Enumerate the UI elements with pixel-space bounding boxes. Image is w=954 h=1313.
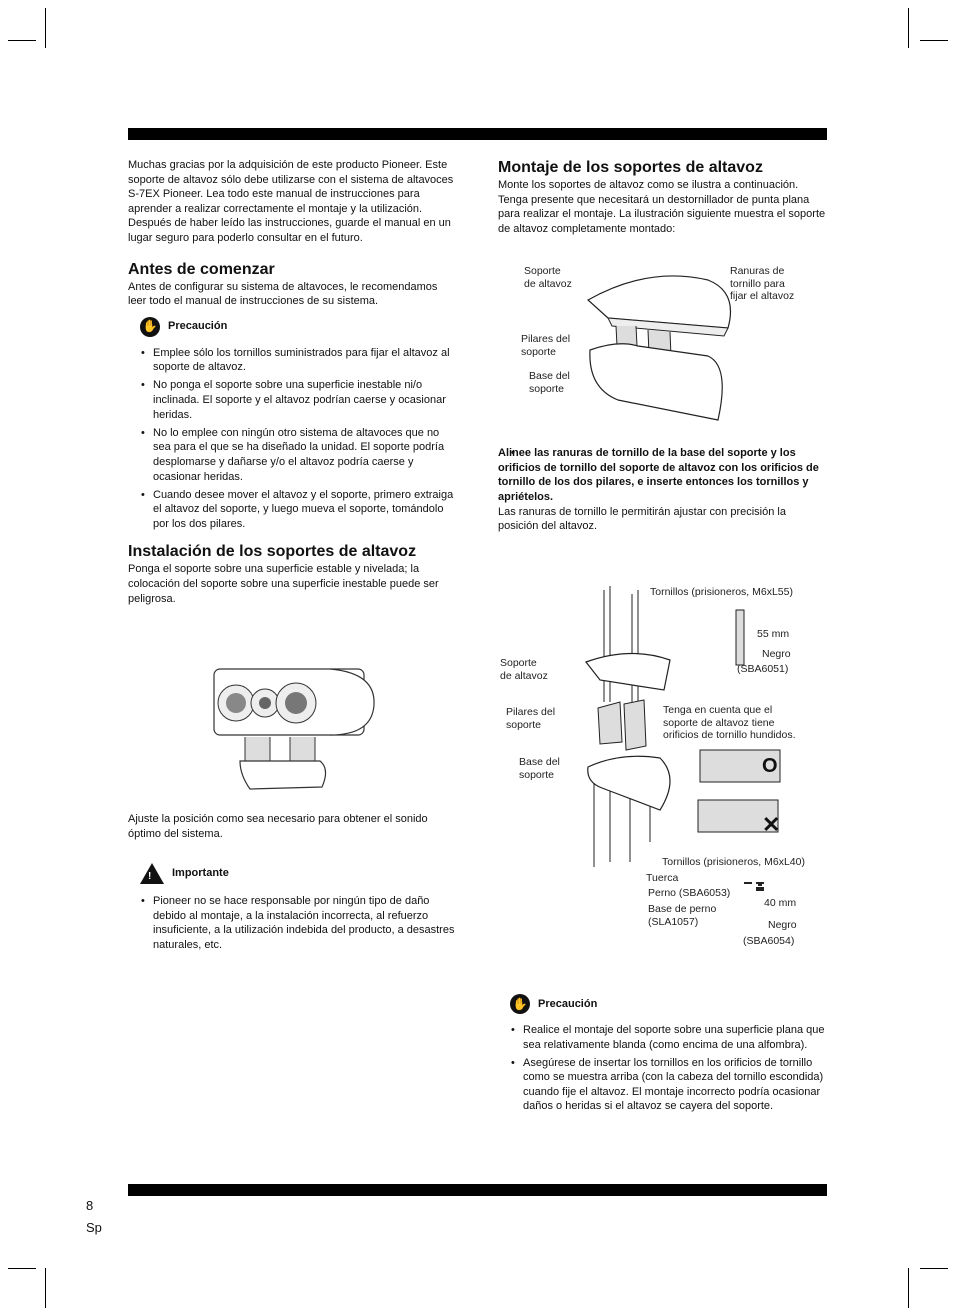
fig2-label-55mm: 55 mm: [757, 628, 790, 640]
hand-icon: ✋: [510, 994, 530, 1014]
assembled-stand-illustration: [578, 270, 738, 425]
caution-list: [498, 1023, 828, 1114]
fig1-label-base: Base del soporte: [529, 370, 570, 395]
crop-mark: [908, 8, 909, 48]
important-list: [128, 894, 458, 952]
fig2-label-perno: Perno (SBA6053): [648, 887, 731, 899]
right-caution: [498, 994, 828, 1118]
caution-heading: [510, 994, 828, 1014]
crop-mark: [920, 1268, 948, 1269]
warning-icon: !: [140, 863, 164, 884]
left-column: [128, 158, 458, 606]
caution-label: Precaución: [538, 997, 598, 1010]
fig2-label-tuerca: Tuerca: [646, 872, 679, 884]
list-item: • Pioneer no se hace responsable por ningún tipo de daño debido al montaje, a la instalación incorrecta, al refuerzo insuficiente, a la utilización indebida del producto, a desastres naturales, etc.: [128, 894, 458, 952]
fig2-label-code2: (SBA6054): [743, 935, 795, 947]
intro-paragraph: Muchas gracias por la adquisición de este producto Pioneer. Este soporte de altavoz sólo debe utilizarse con el sistema de altavoces S-7EX Pioneer. Lea todo este manual de instrucciones para aprender a realizar correctamente el montaje y la utilización. Después de haber leído las instrucciones, guarde el manual en un lugar seguro para poderlo consultar en el futuro.: [128, 159, 454, 244]
caution-list: [128, 346, 458, 532]
list-item: • Realice el montaje del soporte sobre una superficie plana que sea relativamente blanda (como encima de una alfombra).: [498, 1023, 828, 1052]
fig1-label-pilares: Pilares del soporte: [521, 333, 571, 358]
top-rule: [128, 128, 827, 140]
fig2-label-code1: (SBA6051): [737, 663, 789, 675]
list-item: • No lo emplee con ningún otro sistema de altavoces que no sea para el que se ha diseñado la unidad. El soporte podría desplomarse y dañarse y/o el altavoz podría caerse y ocasionar heridas.: [128, 426, 458, 484]
fig2-label-note: Tenga en cuenta que el soporte de altavoz tiene orificios de tornillo hundidos.: [663, 704, 796, 741]
left-column-lower: [128, 812, 458, 956]
list-item: • Asegúrese de insertar los tornillos en los orificios de tornillo como se muestra arriba (con la cabeza del tornillo escondida) cuando fije el altavoz. El montaje incorrecto podría ocasionar daños o heridas si el altavoz se cayera del soporte.: [498, 1056, 828, 1114]
crop-mark: [8, 40, 36, 41]
speaker-on-stand-illustration: [210, 665, 380, 797]
fig1-label-soporte: Soporte de altavoz: [524, 265, 572, 290]
caution-heading: [140, 317, 458, 337]
antes-paragraph: Antes de configurar su sistema de altavoces, le recomendamos leer todo el manual de instrucciones de su sistema.: [128, 280, 438, 308]
crop-mark: [8, 1268, 36, 1269]
fig2-label-base: Base del soporte: [519, 756, 560, 781]
right-column: [498, 158, 828, 236]
step-paragraph: Las ranuras de tornillo le permitirán ajustar con precisión la posición del altavoz.: [498, 505, 786, 533]
caution-label: Precaución: [168, 320, 228, 333]
instalacion-paragraph: Ponga el soporte sobre una superficie estable y nivelada; la colocación del soporte sobre una superficie inestable puede ser peligrosa.: [128, 563, 439, 605]
section-title-antes: Antes de comenzar: [128, 260, 275, 278]
list-item: • Alinee las ranuras de tornillo de la base del soporte y los orificios de tornillo del soporte de altavoz con los orificios de tornillo de los dos pilares, e inserte entonces los tornillos y apriételos.: [498, 446, 828, 504]
incorrect-mark: ✕: [762, 812, 781, 837]
fig2-label-tornillos-bottom: Tornillos (prisioneros, M6xL40): [662, 856, 805, 868]
important-label: Importante: [172, 867, 229, 880]
fig2-label-base-perno: Base de perno (SLA1057): [648, 903, 717, 928]
step-list: [498, 446, 828, 504]
list-item: • Emplee sólo los tornillos suministrados para fijar el altavoz al soporte de altavoz.: [128, 346, 458, 375]
fig2-label-40mm: 40 mm: [764, 897, 797, 909]
fig2-label-negro2: Negro: [768, 919, 797, 931]
hand-icon: ✋: [140, 317, 160, 337]
crop-mark: [908, 1268, 909, 1308]
important-heading: [140, 863, 458, 884]
list-item: • No ponga el soporte sobre una superficie inestable ni/o inclinada. El soporte y el altavoz podrían caerse y ocasionar heridas.: [128, 378, 458, 422]
section-title-instalacion: Instalación de los soportes de altavoz: [128, 543, 417, 561]
montaje-paragraph: Monte los soportes de altavoz como se ilustra a continuación. Tenga presente que necesitará un destornillador de punta plana para realizar el montaje. La ilustración siguiente muestra el soporte de altavoz completamente montado:: [498, 179, 826, 235]
section-title-montaje: Montaje de los soportes de altavoz: [498, 159, 763, 176]
correct-mark: O: [762, 755, 778, 777]
fig2-label-pilares: Pilares del soporte: [506, 706, 556, 731]
fig2-label-negro1: Negro: [762, 648, 791, 660]
page-number: 8: [86, 1198, 94, 1213]
crop-mark: [45, 1268, 46, 1308]
right-step: [498, 446, 828, 534]
bottom-rule: [128, 1184, 827, 1196]
fig1-label-ranuras: Ranuras de tornillo para fijar el altavoz: [730, 265, 795, 302]
language-code: Sp: [86, 1220, 102, 1235]
crop-mark: [920, 40, 948, 41]
fig2-label-tornillos-top: Tornillos (prisioneros, M6xL55): [650, 586, 793, 598]
ajuste-paragraph: Ajuste la posición como sea necesario para obtener el sonido óptimo del sistema.: [128, 813, 428, 840]
fig2-label-soporte: Soporte de altavoz: [500, 657, 548, 682]
crop-mark: [45, 8, 46, 48]
list-item: • Cuando desee mover el altavoz y el soporte, primero extraiga el altavoz del soporte, y luego mueva el soporte, tomándolo por los dos pilares.: [128, 488, 458, 532]
